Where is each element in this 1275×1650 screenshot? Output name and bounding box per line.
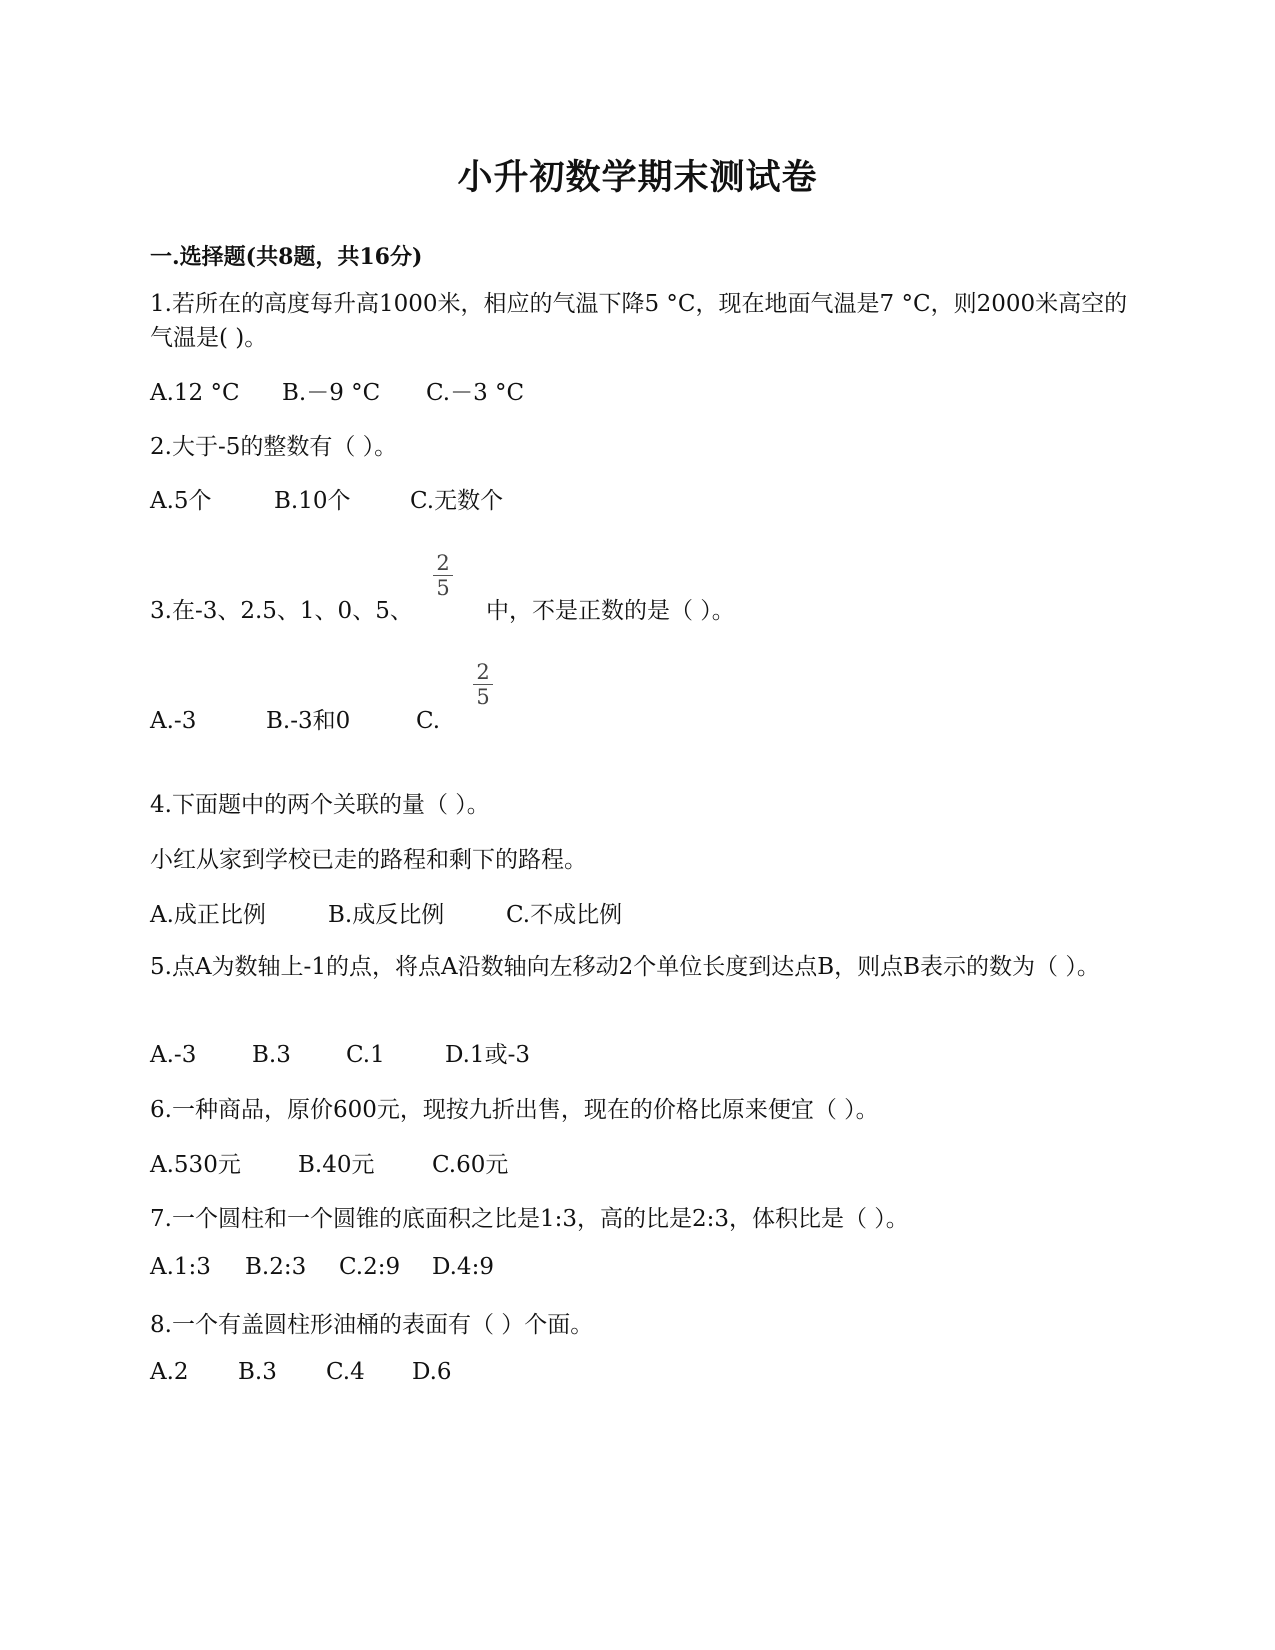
question-1-option-c: C.－3 °C <box>426 380 525 406</box>
question-2-option-a: A.5个 <box>150 488 212 514</box>
question-2-text: 2.大于-5的整数有（ ）。 <box>150 434 398 460</box>
question-8-text: 8.一个有盖圆柱形油桶的表面有（ ）个面。 <box>150 1312 594 1338</box>
question-4-option-a: A.成正比例 <box>150 902 266 928</box>
question-8-option-a: A.2 <box>150 1359 189 1385</box>
question-3-text-after: 中，不是正数的是（ ）。 <box>486 598 735 624</box>
question-7-option-c: C.2:9 <box>339 1254 401 1280</box>
question-1-options <box>150 374 524 407</box>
question-6-options <box>150 1146 508 1179</box>
question-7-option-b: B.2:3 <box>245 1254 307 1280</box>
question-4-option-b: B.成反比例 <box>328 902 445 928</box>
question-7-option-a: A.1:3 <box>150 1254 211 1280</box>
question-5-option-d: D.1或-3 <box>445 1042 530 1068</box>
question-3-option-c-denominator: 5 <box>476 685 490 709</box>
section-heading: 一.选择题(共8题，共16分) <box>150 244 423 270</box>
question-8-option-b: B.3 <box>238 1359 277 1385</box>
question-1-text: 1.若所在的高度每升高1000米，相应的气温下降5 °C，现在地面气温是7 °C，则2000米高空的气温是( )。 <box>150 291 1128 351</box>
question-8-options <box>150 1359 452 1385</box>
question-8-option-d: D.6 <box>412 1359 452 1385</box>
question-2-option-b: B.10个 <box>274 488 351 514</box>
question-1-option-a: A.12 °C <box>150 380 240 406</box>
question-4-subtext: 小红从家到学校已走的路程和剩下的路程。 <box>150 847 587 873</box>
question-3-option-a: A.-3 <box>150 708 197 734</box>
question-6-text: 6.一种商品，原价600元，现按九折出售，现在的价格比原来便宜（ ）。 <box>150 1097 879 1123</box>
question-5-option-a: A.-3 <box>150 1042 197 1068</box>
question-6-option-b: B.40元 <box>298 1152 375 1178</box>
question-5-options <box>150 1036 530 1069</box>
question-2-option-c: C.无数个 <box>410 488 504 514</box>
question-5-option-c: C.1 <box>346 1042 385 1068</box>
question-3-option-c-fraction <box>471 661 495 708</box>
question-3-options <box>150 702 440 735</box>
question-3-option-c: C. <box>416 708 441 734</box>
question-5-option-b: B.3 <box>252 1042 291 1068</box>
question-7-text: 7.一个圆柱和一个圆锥的底面积之比是1:3，高的比是2:3，体积比是（ ）。 <box>150 1206 909 1232</box>
question-2-options <box>150 482 503 515</box>
page-title: 小升初数学期末测试卷 <box>457 157 818 198</box>
question-4-option-c: C.不成比例 <box>506 902 623 928</box>
question-3-fraction-numerator: 2 <box>436 551 450 575</box>
question-6-option-c: C.60元 <box>432 1152 509 1178</box>
question-8-option-c: C.4 <box>326 1359 365 1385</box>
question-6-option-a: A.530元 <box>150 1152 241 1178</box>
question-4-options <box>150 896 622 929</box>
question-3-option-c-numerator: 2 <box>476 660 490 684</box>
question-5-text: 5.点A为数轴上-1的点，将点A沿数轴向左移动2个单位长度到达点B，则点B表示的数为（ ）。 <box>150 954 1100 980</box>
question-3-fraction <box>431 552 455 599</box>
question-3-text-before: 3.在-3、2.5、1、0、5、 <box>150 598 413 624</box>
question-4-text: 4.下面题中的两个关联的量（ ）。 <box>150 792 490 818</box>
question-3-fraction-denominator: 5 <box>436 576 450 600</box>
question-7-option-d: D.4:9 <box>432 1254 494 1280</box>
question-1-option-b: B.－9 °C <box>282 380 381 406</box>
question-3-option-b: B.-3和0 <box>266 708 351 734</box>
question-7-options <box>150 1254 494 1280</box>
